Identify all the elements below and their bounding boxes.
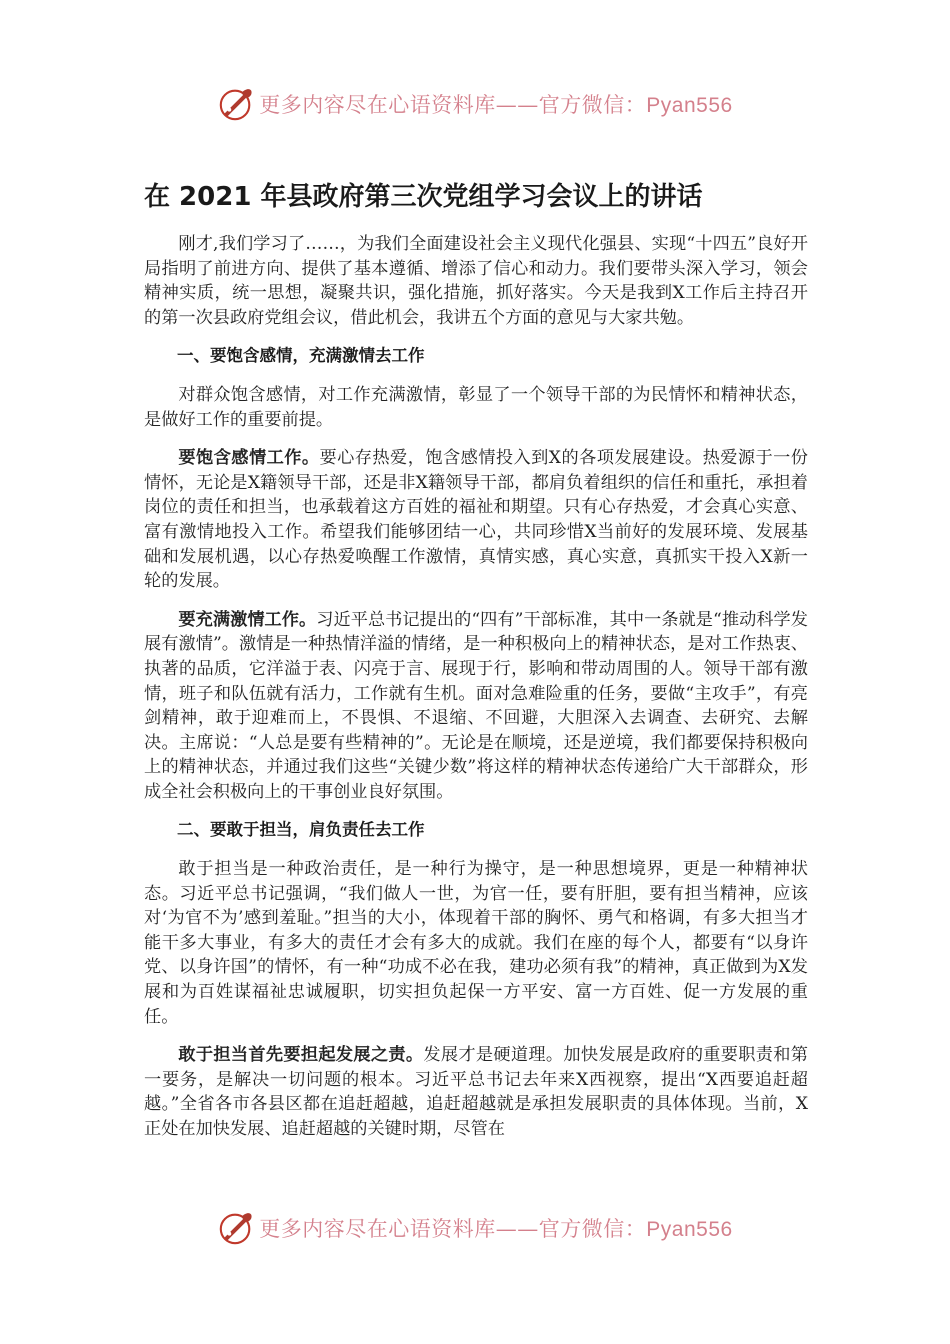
paragraph-lead: 敢于担当首先要担起发展之责。 <box>178 1045 424 1066</box>
body-paragraph <box>144 1043 808 1141</box>
document-body <box>144 232 808 1156</box>
section-heading: 一、要饱含感情，充满激情去工作 <box>177 346 425 366</box>
paragraph-lead: 要充满激情工作。 <box>178 609 317 630</box>
watermark-text: 更多内容尽在心语资料库——官方微信：Pyan556 <box>259 93 733 117</box>
body-paragraph <box>144 608 808 805</box>
quill-seal-icon <box>217 1209 255 1247</box>
body-paragraph: 敢于担当是一种政治责任，是一种行为操守，是一种思想境界，更是一种精神状态。习近平总书记强调，“我们做人一世，为官一任，要有肝胆，要有担当精神，应该对‘为官不为’感到羞耻。”担当的大小，体现着干部的胸怀、勇气和格调，有多大担当才能干多大事业，有多大的责任才会有多大的成就。我们在座的每个人，都要有“以身许党、以身许国”的情怀，有一种“功成不必在我，建功必须有我”的精神，真正做到为X发展和为百姓谋福祉忠诚履职，切实担负起保一方平安、富一方百姓、促一方发展的重任。 <box>144 859 808 1027</box>
paragraph-text: 发展才是硬道理。加快发展是政府的重要职责和第一要务，是解决一切问题的根本。习近平总书记去年来X西视察，提出“X西要追赶超越。”全省各市各县区都在追赶超越，追赶超越就是承担发展职责的具体体现。当前，X正处在加快发展、追赶超越的关键时期，尽管在 <box>144 1045 808 1139</box>
paragraph-lead: 要饱含感情工作。 <box>178 448 320 469</box>
header-watermark-banner <box>0 82 950 126</box>
watermark-text: 更多内容尽在心语资料库——官方微信：Pyan556 <box>259 1217 733 1241</box>
paragraph-text: 习近平总书记提出的“四有”干部标准，其中一条就是“推动科学发展有激情”。激情是一种热情洋溢的情绪，是一种积极向上的精神状态，是对工作热衷、执著的品质，它洋溢于表、闪亮于言、展现于行，影响和带动周围的人。领导干部有激情，班子和队伍就有活力，工作就有生机。面对急难险重的任务，要做“主攻手”，有亮剑精神，敢于迎难而上，不畏惧、不退缩、不回避，大胆深入去调查、去研究、去解决。主席说：“人总是要有些精神的”。无论是在顺境，还是逆境，我们都要保持积极向上的精神状态，并通过我们这些“关键少数”将这样的精神状态传递给广大干部群众，形成全社会积极向上的干事创业良好氛围。 <box>144 609 808 802</box>
paragraph-text: 要心存热爱，饱含感情投入到X的各项发展建设。热爱源于一份情怀，无论是X籍领导干部，还是非X籍领导干部，都肩负着组织的信任和重托，承担着岗位的责任和担当，也承载着这方百姓的福祉和期望。只有心存热爱，才会真心实意、富有激情地投入工作。希望我们能够团结一心，共同珍惜X当前好的发展环境、发展基础和发展机遇，以心存热爱唤醒工作激情，真情实感，真心实意，真抓实干投入X新一轮的发展。 <box>144 448 808 592</box>
body-paragraph: 对群众饱含感情，对工作充满激情，彰显了一个领导干部的为民情怀和精神状态，是做好工作的重要前提。 <box>144 384 808 430</box>
quill-seal-icon <box>217 85 255 123</box>
document-title: 在 2021 年县政府第三次党组学习会议上的讲话 <box>144 182 703 212</box>
section-heading: 二、要敢于担当，肩负责任去工作 <box>177 820 425 840</box>
body-paragraph <box>144 446 808 594</box>
intro-paragraph: 刚才,我们学习了……，为我们全面建设社会主义现代化强县、实现“十四五”良好开局指明了前进方向、提供了基本遵循、增添了信心和动力。我们要带头深入学习，领会精神实质，统一思想，凝聚共识，强化措施，抓好落实。今天是我到X工作后主持召开的第一次县政府党组会议，借此机会，我讲五个方面的意见与大家共勉。 <box>144 234 808 328</box>
footer-watermark-banner <box>0 1206 950 1250</box>
